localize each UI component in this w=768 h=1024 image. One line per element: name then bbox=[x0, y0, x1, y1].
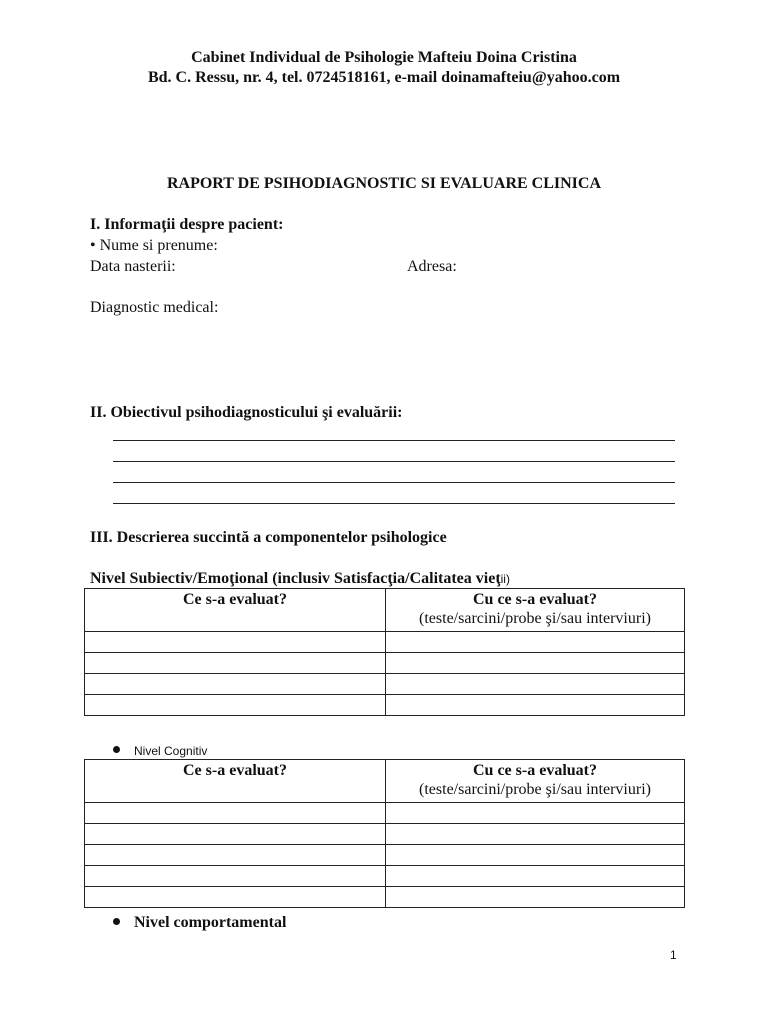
bullet-icon bbox=[113, 746, 120, 753]
level-cognitive-label: Nivel Cognitiv bbox=[134, 744, 208, 758]
address-label: Adresa: bbox=[407, 258, 457, 275]
col-what-label: Ce s-a evaluat? bbox=[183, 591, 287, 608]
level-behavioral-item bbox=[113, 913, 286, 933]
level-behavioral-label: Nivel comportamental bbox=[134, 914, 287, 931]
objective-line bbox=[113, 503, 675, 504]
col-how-sublabel: (teste/sarcini/probe şi/sau interviuri) bbox=[419, 610, 651, 627]
level-cognitive-item bbox=[113, 741, 207, 761]
table-row bbox=[85, 653, 685, 674]
table-cell[interactable] bbox=[386, 674, 685, 695]
table-cell[interactable] bbox=[85, 845, 386, 866]
diagnosis-label: Diagnostic medical: bbox=[90, 299, 219, 316]
section-3-heading: III. Descrierea succintă a componentelor psihologice bbox=[90, 529, 447, 546]
objective-line bbox=[113, 482, 675, 483]
document-title: RAPORT DE PSIHODIAGNOSTIC SI EVALUARE CLINICA bbox=[166, 175, 602, 192]
table-row bbox=[85, 803, 685, 824]
table-cell[interactable] bbox=[85, 866, 386, 887]
table-cell[interactable] bbox=[386, 845, 685, 866]
table-row bbox=[85, 866, 685, 887]
objective-line bbox=[113, 461, 675, 462]
table-cell[interactable] bbox=[386, 653, 685, 674]
table-cell[interactable] bbox=[386, 803, 685, 824]
section-2-heading: II. Obiectivul psihodiagnosticului şi evaluării: bbox=[90, 404, 403, 421]
table-header-cell bbox=[85, 760, 386, 803]
name-label: • Nume si prenume: bbox=[90, 237, 218, 254]
table-cell[interactable] bbox=[386, 824, 685, 845]
table-header-cell bbox=[85, 589, 386, 632]
col-what-label: Ce s-a evaluat? bbox=[183, 762, 287, 779]
table-cell[interactable] bbox=[85, 887, 386, 908]
level-subjective-heading bbox=[90, 569, 510, 589]
table-cell[interactable] bbox=[85, 653, 386, 674]
table-row bbox=[85, 632, 685, 653]
header-line-1: Cabinet Individual de Psihologie Mafteiu Doina Cristina bbox=[191, 49, 577, 66]
table-cell[interactable] bbox=[386, 632, 685, 653]
table-row bbox=[85, 824, 685, 845]
table-row bbox=[85, 695, 685, 716]
evaluation-table-cognitive bbox=[84, 759, 685, 908]
bullet-icon bbox=[113, 918, 120, 925]
header-line-2: Bd. C. Ressu, nr. 4, tel. 0724518161, e-mail doinamafteiu@yahoo.com bbox=[147, 69, 621, 86]
objective-line bbox=[113, 440, 675, 441]
evaluation-table-subjective bbox=[84, 588, 685, 716]
table-cell[interactable] bbox=[386, 887, 685, 908]
section-1-heading: I. Informaţii despre pacient: bbox=[90, 216, 284, 233]
table-header-cell bbox=[386, 589, 685, 632]
table-cell[interactable] bbox=[85, 695, 386, 716]
col-how-label: Cu ce s-a evaluat? bbox=[473, 762, 597, 779]
birth-date-label: Data nasterii: bbox=[90, 258, 176, 275]
col-how-sublabel: (teste/sarcini/probe şi/sau interviuri) bbox=[419, 781, 651, 798]
table-cell[interactable] bbox=[85, 824, 386, 845]
table-cell[interactable] bbox=[85, 674, 386, 695]
table-row bbox=[85, 845, 685, 866]
page-number: 1 bbox=[670, 948, 677, 962]
col-how-label: Cu ce s-a evaluat? bbox=[473, 591, 597, 608]
table-cell[interactable] bbox=[386, 866, 685, 887]
level-subjective-text: Nivel Subiectiv/Emoţional (inclusiv Satisfacţia/Calitatea vieţ bbox=[90, 570, 501, 587]
level-subjective-suffix: ii) bbox=[500, 572, 510, 586]
table-header-cell bbox=[386, 760, 685, 803]
table-cell[interactable] bbox=[386, 695, 685, 716]
table-row bbox=[85, 887, 685, 908]
table-cell[interactable] bbox=[85, 632, 386, 653]
table-cell[interactable] bbox=[85, 803, 386, 824]
table-row bbox=[85, 674, 685, 695]
